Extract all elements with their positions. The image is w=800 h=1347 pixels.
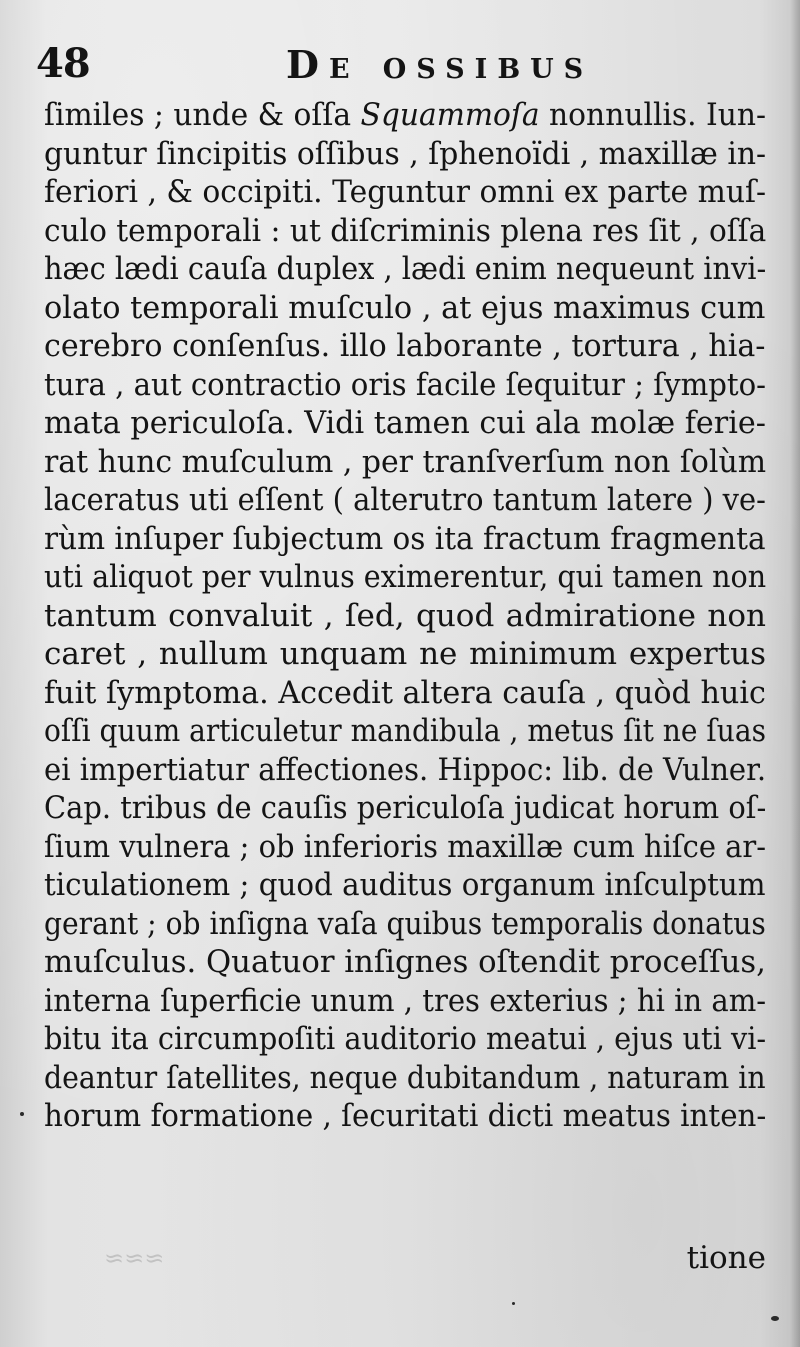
text-line: uti aliquot per vulnus eximerentur, qui tamen non [44, 559, 767, 595]
text-line: rùm inſuper ſubjectum os ita fractum fragmenta [44, 520, 766, 557]
text-line: ſium vulnera ; ob inferioris maxillæ cum hiſce ar- [44, 828, 767, 865]
text-line: tura , aut contractio oris facile ſequitur ; ſympto- [44, 366, 767, 403]
page-number: 48 [36, 40, 90, 87]
text-line: hæc lædi cauſa duplex , lædi enim nequeunt invi- [44, 251, 767, 287]
text-line: mata periculoſa. Vidi tamen cui ala molæ ferie- [44, 405, 766, 441]
page-edge-shadow [790, 0, 800, 1347]
text-line: tantum convaluit , ſed, quod admiratione non [44, 597, 766, 634]
page-header [36, 36, 776, 94]
ink-speck [512, 1302, 515, 1305]
text-line: interna ſuperficie unum , tres exterius ; hi in am- [44, 982, 767, 1019]
ink-speck [771, 1316, 779, 1321]
text-line: ei impertiatur affectiones. Hippoc: lib. de Vulner. [44, 751, 767, 788]
text-line: guntur ſincipitis oſſibus , ſphenoïdi , maxillæ in- [44, 135, 767, 172]
text-line: culo temporali : ut diſcriminis plena res ſit , oſſa [44, 212, 767, 249]
text-line: laceratus uti eſſent ( alterutro tantum latere ) ve- [44, 482, 766, 518]
italic-term: Squammoſa [360, 97, 540, 133]
ink-speck [20, 1112, 24, 1116]
text-line: cerebro conſenſus. illo laborante , tortura , hia- [44, 328, 766, 364]
show-through-smudge: ≈≈≈ [104, 1244, 165, 1272]
text-line: Cap. tribus de cauſis periculoſa judicat horum oſ- [44, 790, 767, 826]
text-line [44, 96, 767, 135]
text-line: fuit ſymptoma. Accedit altera cauſa , quòd huic [44, 674, 766, 711]
text-line: horum formatione , ſecuritati dicti meatus inten- [44, 1098, 767, 1134]
text-line: ticulationem ; quod auditus organum inſculptum [44, 867, 766, 903]
text-line: rat hunc muſculum , per tranſverſum non ſolùm [44, 443, 767, 480]
text-line: olato temporali muſculo , at ejus maximus cum [44, 289, 766, 326]
text-line: caret , nullum unquam ne minimum expertus [44, 636, 766, 672]
text-segment: nonnullis. Iun- [539, 97, 767, 133]
text-line: muſculus. Quatuor inſignes oſtendit proceſſus, [44, 944, 766, 980]
text-line: bitu ita circumpoſiti auditorio meatui , ejus uti vi- [44, 1021, 767, 1057]
body-text [44, 96, 766, 1136]
text-segment: ſimiles ; unde & oſſa [44, 97, 361, 133]
text-line: feriori , & occipiti. Teguntur omni ex parte muſ- [44, 174, 767, 210]
text-line: oſſi quum articuletur mandibula , metus ſit ne ſuas [44, 713, 766, 749]
text-line: gerant ; ob inſigna vaſa quibus temporalis donatus [44, 905, 766, 942]
text-line: deantur ſatellites, neque dubitandum , naturam in [44, 1059, 766, 1096]
page-footer [44, 1240, 766, 1276]
running-title: De ossibus [286, 42, 594, 87]
catchword: tione [686, 1240, 766, 1276]
